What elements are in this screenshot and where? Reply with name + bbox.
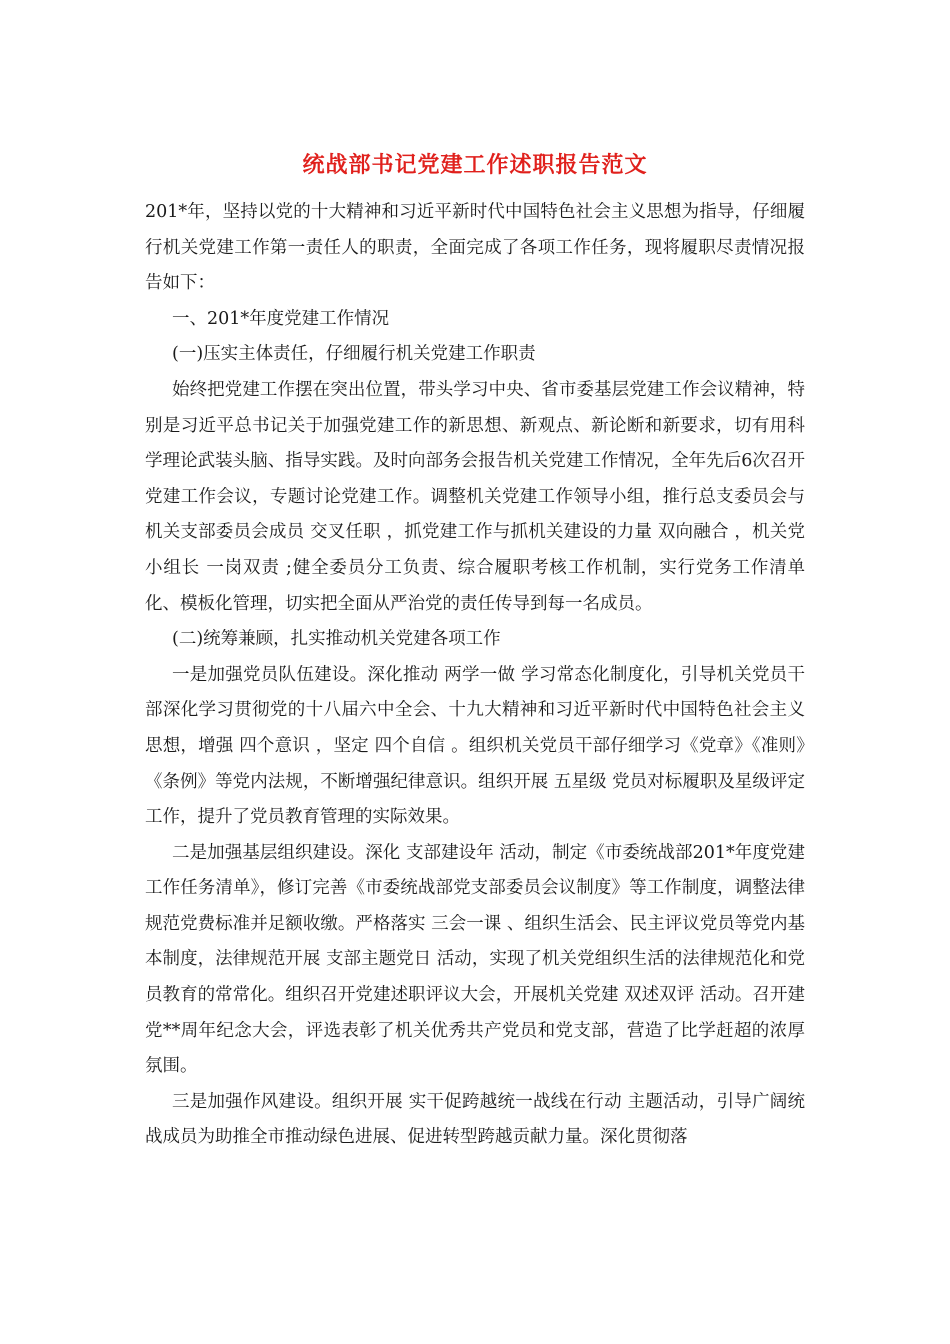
document-body xyxy=(145,195,805,1156)
document-title: 统战部书记党建工作述职报告范文 xyxy=(302,152,648,178)
paragraph-responsibility: 始终把党建工作摆在突出位置，带头学习中央、省市委基层党建工作会议精神，特别是习近平总书记关于加强党建工作的新思想、新观点、新论断和新要求，切有用科学理论武装头脑、指导实践。及时向部务会报告机关党建工作情况，全年先后6次召开党建工作会议，专题讨论党建工作。调整机关党建工作领导小组，推行总支委员会与机关支部委员会成员 交叉任职 ，抓党建工作与抓机关建设的力量 双向融合 ，机关党小组长 一岗双责 ;健全委员分工负责、综合履职考核工作机制，实行党务工作清单化、模板化管理，切实把全面从严治党的责任传导到每一名成员。 xyxy=(145,379,805,614)
paragraph-team-building: 一是加强党员队伍建设。深化推动 两学一做 学习常态化制度化，引导机关党员干部深化学习贯彻党的十八届六中全会、十九大精神和习近平新时代中国特色社会主义思想，增强 四个意识 ，坚定 四个自信 。组织机关党员干部仔细学习《党章》《准则》《条例》等党内法规，不断增强纪律意识。组织开展 五星级 党员对标履职及星级评定工作，提升了党员教育管理的实际效果。 xyxy=(145,664,805,828)
subsection-heading-2: (二)统筹兼顾，扎实推动机关党建各项工作 xyxy=(172,629,501,650)
paragraph-intro: 201*年，坚持以党的十大精神和习近平新时代中国特色社会主义思想为指导，仔细履行机关党建工作第一责任人的职责，全面完成了各项工作任务，现将履职尽责情况报告如下： xyxy=(145,202,805,294)
paragraph-organization-building: 二是加强基层组织建设。深化 支部建设年 活动，制定《市委统战部201*年度党建工作任务清单》，修订完善《市委统战部党支部委员会议制度》等工作制度，调整法律规范党费标准并足额收缴。严格落实 三会一课 、组织生活会、民主评议党员等党内基本制度，法律规范开展 支部主题党日 活动，实现了机关党组织生活的法律规范化和党员教育的常常化。组织召开党建述职评议大会，开展机关党建 双述双评 活动。召开建党**周年纪念大会，评选表彰了机关优秀共产党员和党支部，营造了比学赶超的浓厚氛围。 xyxy=(145,842,805,1077)
subsection-heading-1: (一)压实主体责任，仔细履行机关党建工作职责 xyxy=(172,344,536,365)
paragraph-style-building: 三是加强作风建设。组织开展 实干促跨越统一战线在行动 主题活动，引导广阔统战成员为助推全市推动绿色进展、促进转型跨越贡献力量。深化贯彻落 xyxy=(145,1091,805,1148)
section-heading-1: 一、201*年度党建工作情况 xyxy=(172,308,390,329)
